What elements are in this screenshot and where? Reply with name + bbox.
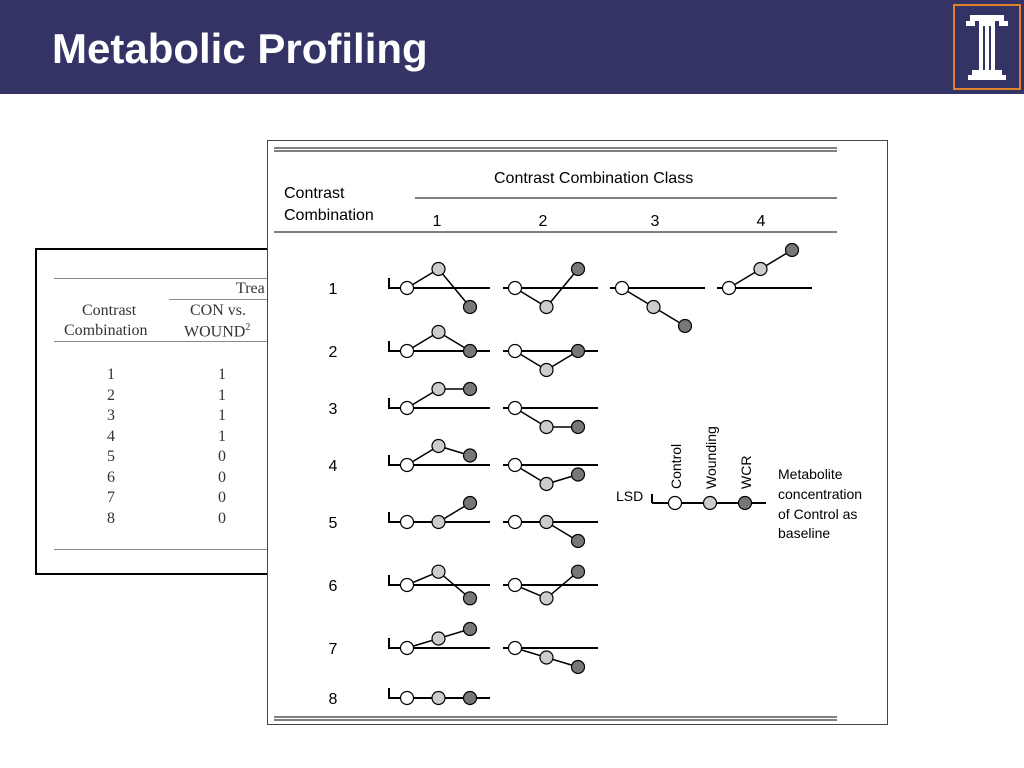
legend-lsd-label: LSD (616, 488, 644, 504)
legend-label-control: Control (668, 443, 684, 489)
lsd-marker (389, 455, 399, 465)
row-header-contrast: Contrast (284, 185, 345, 202)
legend-label-wcr: WCR (738, 455, 754, 489)
wcr-point (464, 497, 477, 510)
control-point (723, 282, 736, 295)
control-point (401, 692, 414, 705)
row-label-5: 5 (328, 515, 338, 532)
wounding-point (432, 692, 445, 705)
university-logo (953, 4, 1021, 90)
control-point (401, 516, 414, 529)
row-label-4: 4 (328, 458, 338, 475)
wounding-point (432, 326, 445, 339)
contrast-diagram (268, 141, 887, 724)
wcr-point (464, 623, 477, 636)
contrast-figure (267, 140, 888, 725)
wcr-point (464, 345, 477, 358)
profile-r8-c1 (389, 688, 490, 705)
title-bar (0, 0, 1024, 94)
wcr-point (572, 345, 585, 358)
wcr-point (464, 692, 477, 705)
table-cell-con-vs-wound: 0 (218, 468, 226, 486)
wounding-point (540, 516, 553, 529)
table-cell-combination: 2 (107, 386, 115, 404)
wounding-point (432, 516, 445, 529)
profile-r4-c1 (389, 440, 490, 472)
row-labels (329, 281, 338, 708)
table-cell-con-vs-wound: 0 (218, 509, 226, 527)
legend-point-wcr (739, 497, 752, 510)
wounding-point (540, 364, 553, 377)
table-cell-combination: 5 (107, 448, 115, 465)
row-label-3: 3 (328, 401, 338, 418)
control-point (401, 579, 414, 592)
row-label-7: 7 (328, 641, 338, 658)
lsd-marker (389, 688, 399, 698)
table-cell-con-vs-wound: 1 (218, 366, 226, 383)
legend-point-wounding (704, 497, 717, 510)
wounding-point (432, 263, 445, 276)
treatment-heading: Trea (236, 280, 265, 297)
wcr-point (786, 244, 799, 257)
table-header-rule (54, 341, 293, 342)
lsd-marker (389, 278, 399, 288)
control-point (401, 282, 414, 295)
wcr-point (572, 263, 585, 276)
col-header-combination: Combination (64, 322, 148, 339)
legend-desc-line-3: of Control as (778, 506, 858, 522)
university-column-icon (955, 6, 1019, 88)
lsd-marker (389, 341, 399, 351)
lsd-marker (389, 575, 399, 585)
class-label-1: 1 (432, 213, 442, 230)
row-label-8: 8 (328, 691, 338, 708)
class-label-4: 4 (756, 213, 766, 230)
control-point (401, 345, 414, 358)
profile-r2-c1 (389, 326, 490, 358)
legend-label-wounding: Wounding (703, 426, 719, 489)
row-label-1: 1 (328, 281, 338, 298)
table-bottom-rule (54, 549, 293, 550)
wcr-point (464, 301, 477, 314)
row-label-2: 2 (328, 344, 338, 361)
table-cell-con-vs-wound: 0 (218, 448, 226, 465)
wounding-point (540, 592, 553, 605)
control-point (509, 459, 522, 472)
table-cell-combination: 3 (107, 407, 115, 424)
profile-r6-c1 (389, 565, 490, 605)
control-point (509, 516, 522, 529)
profile-r1-c4 (717, 244, 812, 295)
legend-point-control (669, 497, 682, 510)
control-point (401, 459, 414, 472)
wounding-point (540, 651, 553, 664)
table-cell-combination: 1 (107, 366, 115, 383)
table-cell-con-vs-wound: 1 (218, 386, 226, 404)
wounding-point (754, 263, 767, 276)
profile-r6-c2 (503, 565, 598, 605)
table-top-rule (54, 278, 293, 279)
profile-r1-c3 (610, 282, 705, 333)
table-cell-con-vs-wound: 1 (218, 427, 226, 445)
col-header-contrast: Contrast (82, 302, 137, 319)
wcr-point (572, 535, 585, 548)
table-cell-combination: 6 (107, 468, 115, 486)
wounding-point (432, 632, 445, 645)
profile-r7-c2 (503, 642, 598, 674)
wounding-point (432, 440, 445, 453)
table-cell-combination: 7 (107, 489, 115, 506)
table-cell-combination: 8 (107, 509, 115, 527)
control-point (616, 282, 629, 295)
wcr-point (572, 421, 585, 434)
table-cell-con-vs-wound: 1 (218, 407, 226, 424)
legend (616, 426, 862, 541)
wounding-point (540, 421, 553, 434)
wcr-point (572, 468, 585, 481)
profile-r1-c2 (503, 263, 598, 314)
profile-r4-c2 (503, 459, 598, 491)
legend-desc-line-4: baseline (778, 525, 831, 541)
control-point (509, 642, 522, 655)
wounding-point (647, 301, 660, 314)
col-header-wound: WOUND$^2$ (184, 322, 251, 341)
wounding-point (540, 301, 553, 314)
row-label-6: 6 (328, 578, 338, 595)
control-point (509, 402, 522, 415)
wcr-point (464, 383, 477, 396)
wcr-point (572, 565, 585, 578)
control-point (509, 579, 522, 592)
legend-desc-line-1: Metabolite (778, 466, 843, 482)
profile-r3-c2 (503, 402, 598, 434)
wcr-point (572, 661, 585, 674)
class-label-3: 3 (650, 213, 660, 230)
class-header: Contrast Combination Class (494, 170, 694, 187)
profile-r3-c1 (389, 383, 490, 415)
treatment-table (35, 248, 295, 575)
class-label-2: 2 (538, 213, 548, 230)
control-point (509, 345, 522, 358)
control-point (401, 402, 414, 415)
lsd-marker (389, 512, 399, 522)
wcr-point (679, 320, 692, 333)
lsd-marker (389, 638, 399, 648)
wounding-point (540, 478, 553, 491)
wounding-point (432, 565, 445, 578)
wcr-point (464, 592, 477, 605)
lsd-marker (389, 398, 399, 408)
wcr-point (464, 449, 477, 462)
col-header-con-vs: CON vs. (190, 302, 247, 319)
profile-r5-c1 (389, 497, 490, 529)
profile-r5-c2 (503, 516, 598, 548)
legend-desc-line-2: concentration (778, 486, 863, 502)
wounding-point (432, 383, 445, 396)
table-cell-con-vs-wound: 0 (218, 489, 226, 506)
profile-r7-c1 (389, 623, 490, 655)
table-cell-combination: 4 (107, 427, 115, 445)
control-point (401, 642, 414, 655)
control-point (509, 282, 522, 295)
profile-r1-c1 (389, 263, 490, 314)
row-header-combination: Combination (284, 207, 374, 224)
slide-title: Metabolic Profiling (52, 25, 428, 72)
profile-r2-c2 (503, 345, 598, 377)
